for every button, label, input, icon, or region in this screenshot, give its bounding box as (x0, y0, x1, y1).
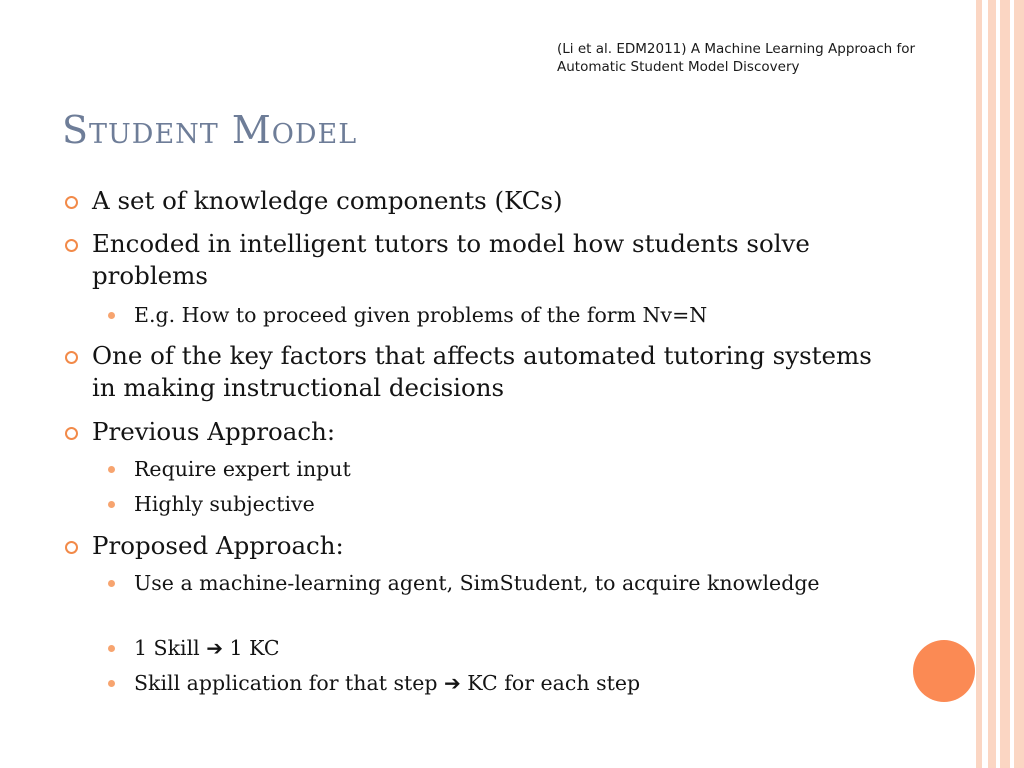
bullet-text: A set of knowledge components (KCs) (92, 186, 563, 215)
decorative-stripe (988, 0, 996, 768)
bullet-item (92, 340, 892, 404)
sub-bullet-item (134, 490, 854, 518)
bullet-item (92, 185, 922, 217)
bullet-text: Previous Approach: (92, 417, 336, 446)
bullet-dot-icon (108, 680, 115, 687)
sub-bullet-text: E.g. How to proceed given problems of the form Nv=N (134, 303, 708, 327)
sub-bullet-text: Use a machine-learning agent, SimStudent, to acquire knowledge (134, 571, 820, 595)
citation: (Li et al. EDM2011) A Machine Learning Approach for Automatic Student Model Discovery (557, 41, 916, 75)
sub-bullet-item (134, 301, 854, 329)
bullet-item (92, 416, 922, 448)
bullet-dot-icon (108, 466, 115, 473)
right-arrow-icon: ➔ (444, 671, 461, 695)
decorative-stripe (1000, 0, 1010, 768)
bullet-item (92, 530, 922, 562)
sub-bullet-text: Highly subjective (134, 492, 315, 516)
decorative-circle (913, 640, 975, 702)
bullet-dot-icon (108, 580, 115, 587)
bullet-ring-icon (65, 196, 78, 209)
bullet-dot-icon (108, 312, 115, 319)
sub-bullet-item (134, 455, 854, 483)
sub-bullet-item (134, 569, 834, 597)
bullet-ring-icon (65, 541, 78, 554)
sub-bullet-text-start: Skill application for that step (134, 671, 438, 695)
bullet-ring-icon (65, 239, 78, 252)
slide-title: Student Model (62, 108, 358, 152)
sub-bullet-text: Require expert input (134, 457, 351, 481)
bullet-text: Proposed Approach: (92, 531, 344, 560)
bullet-dot-icon (108, 645, 115, 652)
sub-bullet-text-end: 1 KC (229, 636, 280, 660)
sub-bullet-text-end: KC for each step (467, 671, 641, 695)
sub-bullet-item (134, 669, 854, 697)
decorative-stripe (1014, 0, 1024, 768)
bullet-dot-icon (108, 501, 115, 508)
right-arrow-icon: ➔ (206, 636, 223, 660)
bullet-text: Encoded in intelligent tutors to model how students solve problems (92, 229, 810, 290)
bullet-ring-icon (65, 351, 78, 364)
bullet-ring-icon (65, 427, 78, 440)
bullet-item (92, 228, 862, 292)
sub-bullet-item (134, 634, 854, 662)
sub-bullet-text-start: 1 Skill (134, 636, 200, 660)
bullet-text: One of the key factors that affects automated tutoring systems in making instructional decisions (92, 341, 872, 402)
